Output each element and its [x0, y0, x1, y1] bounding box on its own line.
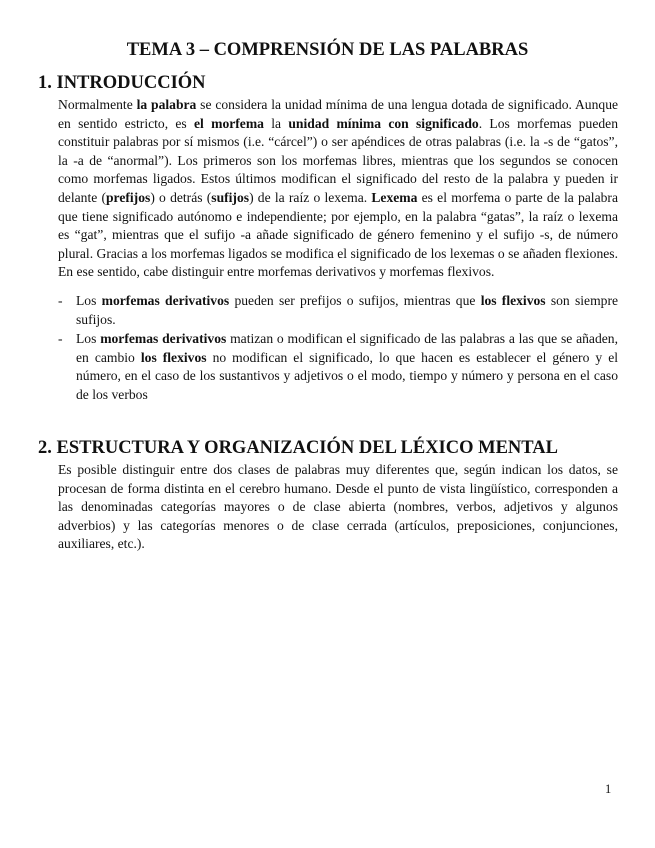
lexicon-paragraph: Es posible distinguir entre dos clases de palabras muy diferentes que, según indican los datos, se procesan de forma distinta en el cerebro humano. Desde el punto de vista lingüístico, corresponden a las denominadas categorías mayores o de clase abierta (nombres, verbos, adjetivos y algunos adverbios) y las categorías menores o de clase cerrada (artículos, preposiciones, conjunciones, auxiliares, etc.).	[58, 462, 618, 552]
bullet-item	[38, 292, 618, 329]
text-run: Los	[76, 331, 101, 347]
bullet-marker: -	[58, 292, 63, 308]
bold-term: Lexema	[371, 189, 418, 205]
bullet-marker: -	[58, 331, 63, 347]
section-estructura-lexico	[38, 437, 618, 554]
document-title: TEMA 3 – COMPRENSIÓN DE LAS PALABRAS	[126, 40, 529, 60]
text-run: son siempre sufijos.	[76, 292, 618, 327]
section-heading: 1. INTRODUCCIÓN	[38, 73, 206, 93]
bullet-item	[38, 330, 618, 404]
bold-term: sufijos	[211, 189, 250, 205]
text-run: pueden ser prefijos o sufijos, mientras que	[229, 292, 481, 308]
bullet-list	[38, 292, 618, 405]
bold-term: unidad mínima con significado	[288, 115, 479, 131]
bold-term: los flexivos	[480, 292, 546, 308]
bold-term: el morfema	[194, 115, 264, 131]
bold-term: los flexivos	[140, 349, 207, 365]
text-run: Normalmente	[58, 97, 137, 112]
text-run: ) de la raíz o lexema.	[249, 189, 372, 205]
text-run: no modifican el significado, lo que hacen es establecer el género y el número, en el caso de los sustantivos y adjetivos o el modo, tiempo y número y persona en el caso de los verbos	[76, 349, 619, 402]
section-heading: 2. ESTRUCTURA Y ORGANIZACIÓN DEL LÉXICO MENTAL	[38, 438, 558, 458]
text-run: matizan o modifican el significado de las palabras a las que se añaden, en cambio	[76, 331, 618, 365]
bold-term: la palabra	[136, 97, 197, 112]
text-run: se considera la unidad mínima de una lengua dotada de significado. Aunque en sentido estricto, es	[58, 97, 619, 131]
text-run: la	[263, 115, 289, 131]
text-run: es el morfema o parte de la palabra que tiene significado autónomo e independiente; por ejemplo, en la palabra “gatas”, la raíz o lexema es “gat”, mientras que el sufijo -a añade significado de género femenino y el sufijo -s, de número plural. Gracias a los morfemas ligados se modifica el significado de los lexemas o se añaden flexiones. En ese sentido, cabe distinguir entre morfemas derivativos y morfemas flexivos.	[58, 189, 618, 280]
bold-term: prefijos	[106, 189, 151, 205]
text-run: Los	[76, 292, 102, 308]
section-introduccion	[38, 72, 618, 406]
text-run: . Los morfemas pueden constituir palabras por sí mismos (i.e. “cárcel”) o ser apéndices de otras palabras (i.e. la -s de “gatos”, la -a de “anormal”). Los primeros son los morfemas libres, mientras que los segundos se conocen como morfemas ligados. Estos últimos modifican el significado del resto de la palabra y pueden ir delante (	[58, 115, 618, 205]
page-number: 1	[605, 782, 612, 796]
introduction-paragraph	[58, 96, 618, 282]
bold-term: morfemas derivativos	[101, 292, 230, 308]
bold-term: morfemas derivativos	[100, 331, 227, 347]
text-run: ) o detrás (	[150, 189, 212, 205]
